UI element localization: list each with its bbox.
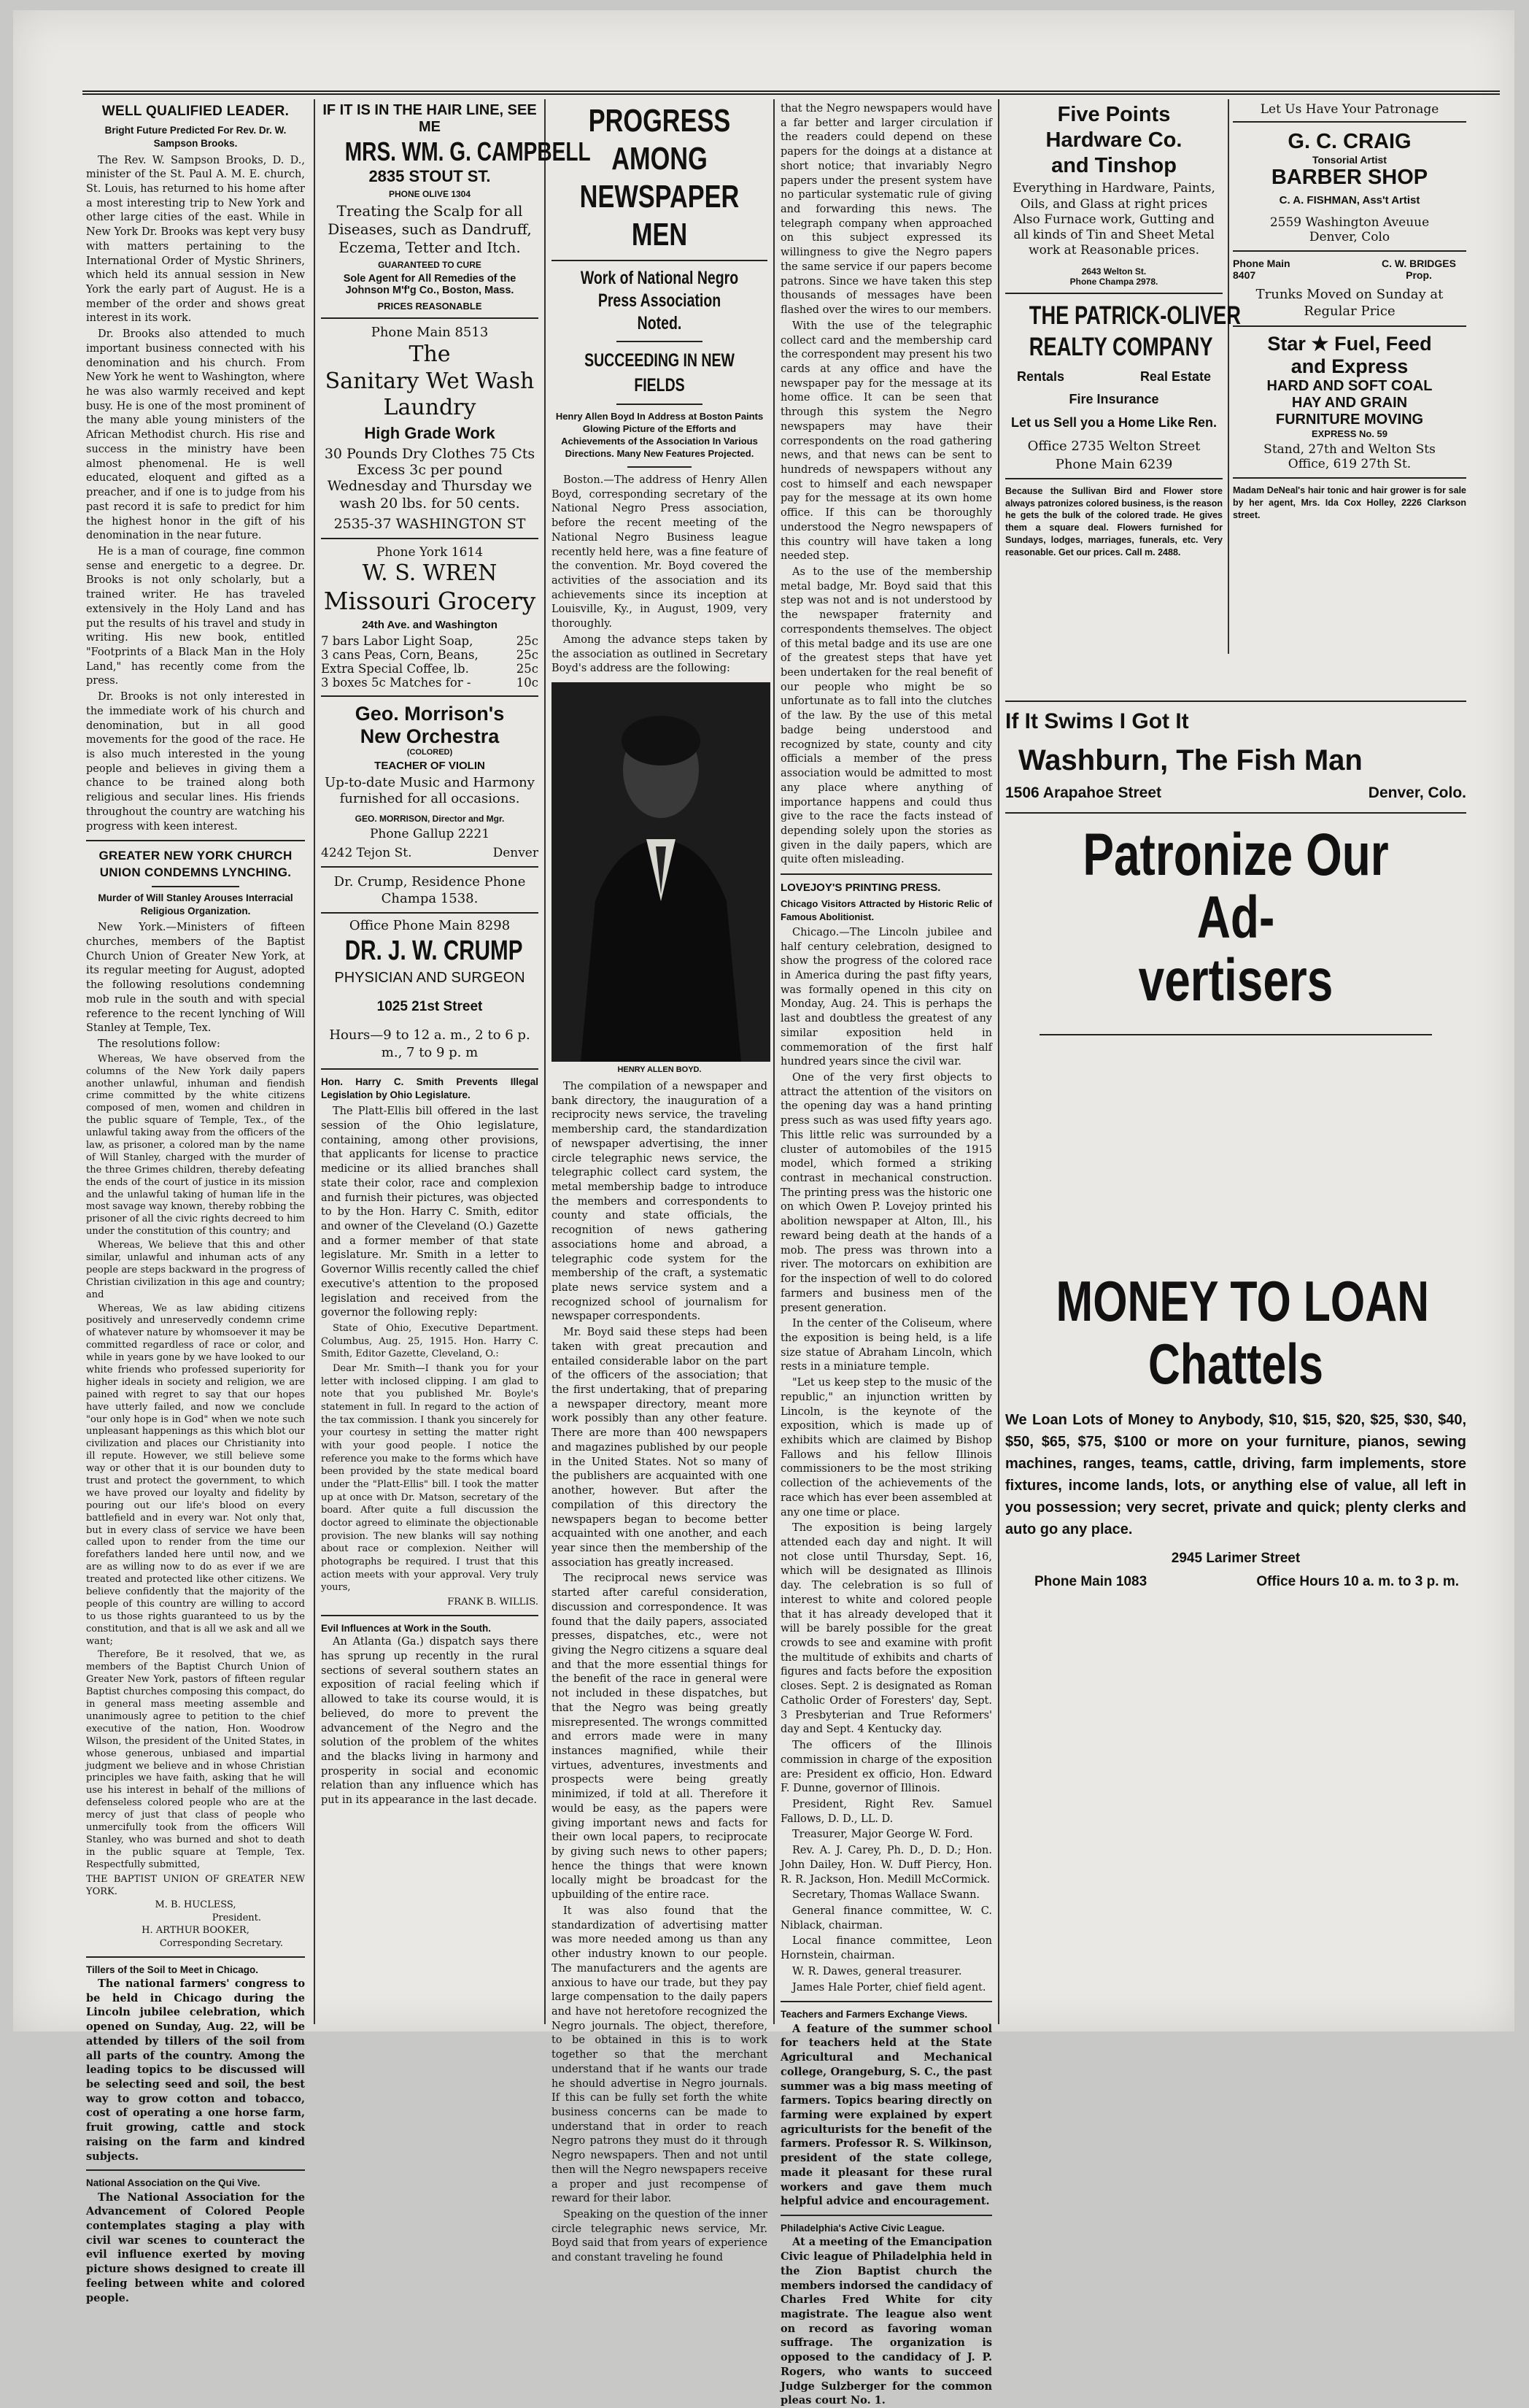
article-paragraph: President, Right Rev. Samuel Fallows, D. D., LL. D. — [781, 1798, 992, 1825]
article-headline: WELL QUALIFIED LEADER. — [101, 104, 290, 119]
ad-phone: PHONE OLIVE 1304 — [388, 189, 471, 200]
divider — [321, 866, 538, 868]
ad-line: GUARANTEED TO CURE — [378, 260, 481, 271]
column-4 — [781, 102, 993, 2407]
ad-address-row — [1005, 784, 1466, 802]
article-paragraph: The National Association for the Advancement of Colored People contemplates staging a play with civil war scenes to counteract the evil influence exerted by moving picture shows designed to create ill feeling between white and colored people. — [86, 2191, 305, 2304]
column-rule — [1228, 99, 1229, 654]
portrait-photo — [551, 682, 770, 1062]
ad-line: PRICES REASONABLE — [377, 301, 482, 312]
headline-deck: SUCCEEDING IN NEW FIELDS — [584, 350, 735, 396]
money-headline: Chattels — [1147, 1332, 1324, 1397]
ad-hardware — [1005, 102, 1223, 287]
article-paragraph: Dr. Brooks is not only interested in the immediate work of his church and denomination, but in all good movements for the good of the race. He is also much interested in the young people and believes in giving them a chance to be trained along both religious and secular lines. His friends throughout the country are watching his progress with keen interest. — [86, 691, 305, 833]
ad-name: DR. J. W. CRUMP — [344, 935, 523, 966]
article-paragraph: Chicago.—The Lincoln jubilee and half century celebration, designed to show the progress of the colored race in America during the past fifty years, was formally opened in this city on Monday, Aug. 24. This is perhaps the last and doubtless the greatest of any similar exposition held in commemoration of the first half hundred years since the civil war. — [781, 926, 992, 1068]
ad-line: FURNITURE MOVING — [1275, 412, 1424, 428]
item-label: 3 cans Peas, Corn, Beans, — [321, 647, 479, 662]
ad-address: 24th Ave. and Washington — [362, 618, 498, 631]
signature-title: Corresponding Secretary. — [159, 1937, 283, 1949]
patronize-headline: vertisers — [1138, 947, 1333, 1014]
ad-price-row — [321, 676, 538, 690]
ad-line: 30 Pounds Dry Clothes 75 Cts — [324, 446, 535, 463]
article-subhead: Bright Future Predicted For Rev. Dr. W. Sampson Brooks. — [104, 124, 287, 150]
divider — [86, 1956, 305, 1958]
ad-line: Rentals — [1017, 369, 1065, 385]
ad-price-row — [321, 634, 538, 648]
article-paragraph: that the Negro newspapers would have a far better and larger circulation if the readers could depend on these papers for the doings at a distance at short notice; that invariably Negro papers under the present system have no particular systematic rule of giving and forwarding this news. The telegraph company when approached on this subject expressed its willingness to give the Negro papers the same service if our papers become patrons. Since we have taken this step thousands of messages have been flashed over the wires to our members. — [781, 103, 992, 317]
ad-name: Five Points — [1057, 103, 1171, 126]
article-headline: Hon. Harry C. Smith Prevents Illegal Legislation by Ohio Legislature. — [321, 1076, 538, 1100]
divider — [86, 2169, 305, 2171]
ad-phone: Phone Main 8513 — [371, 325, 489, 341]
ad-name: BARBER SHOP — [1271, 166, 1428, 189]
ad-address: 1506 Arapahoe Street — [1005, 784, 1161, 801]
ad-body: Trunks Moved on Sunday at Regular Price — [1255, 287, 1444, 319]
ad-address: 2535-37 WASHINGTON ST — [333, 515, 526, 532]
article-paragraph: As to the use of the membership metal badge, Mr. Boyd said that this step was not and is not understood by the newspaper fraternity and correspondents themselves. The object of this metal badge and its use are one of the greatest steps that have yet been undertaken for the real benefit of our people who might be so unfortunate as to fall into the clutches of the law. By the use of this metal badge being understood and recognized by state, county and city officials a member of the press association would be admitted to most any place where anything of importance happens and could thus give to the race the facts instead of depending solely upon the stories as given in the daily papers, which are quite often misleading. — [781, 566, 992, 866]
ad-body: Also Furnace work, Gutting and all kinds of Tin and Sheet Metal work at Reasonable prices. — [1013, 212, 1215, 258]
ad-hours: Office Hours 10 a. m. to 3 p. m. — [1256, 1573, 1459, 1589]
ad-address: 1025 21st Street — [376, 998, 483, 1014]
column-1 — [86, 102, 305, 2304]
divider — [616, 404, 702, 405]
ad-line: Real Estate — [1139, 369, 1211, 385]
column-5 — [1005, 102, 1241, 657]
right-wide-area — [1005, 701, 1466, 1985]
ad-address-row — [321, 846, 538, 860]
article-paragraph: Treasurer, Major George W. Ford. — [792, 1829, 973, 1841]
ad-phone: Office Phone Main 8298 — [349, 917, 511, 933]
ad-body: Everything in Hardware, Paints, Oils, and Glass at right prices — [1013, 181, 1215, 212]
main-headline: PROGRESS AMONG NEWSPAPER MEN — [579, 103, 740, 252]
divider — [1005, 701, 1466, 702]
portrait-figure — [551, 682, 770, 1062]
item-price: 25c — [516, 633, 538, 648]
article-subhead: Murder of Will Stanley Arouses Interracial Religious Organization. — [98, 892, 293, 916]
patronize-headline: Patronize Our Ad- — [1083, 822, 1389, 952]
ad-line: Wednesday and Thursday we wash 20 lbs. for 50 cents. — [327, 478, 533, 512]
ad-line: GEO. MORRISON, Director and Mgr. — [355, 813, 505, 824]
ad-name: Geo. Morrison's — [355, 702, 505, 725]
item-label: Extra Special Coffee, lb. — [321, 661, 469, 676]
divider — [321, 317, 538, 319]
ad-name: Star ★ Fuel, Feed — [1267, 333, 1432, 355]
article-paragraph: The national farmers' congress to be held in Chicago during the Lincoln jubilee celebration, which opened on Sunday, Aug. 22, will be attended by tillers of the soil from all parts of the country. Among the leading topics to be discussed will be selecting seed and soil, the best way to grow cotton and tobacco, cost of operating a one horse farm, fruit growing, cattle and stock raising on the farm and kindred subjects. — [86, 1977, 305, 2163]
ad-line: High Grade Work — [364, 424, 495, 443]
notice-deneal: Madam DeNeal's hair tonic and hair grower is for sale by her agent, Mrs. Ida Cox Holley, 2226 Clarkson street. — [1233, 485, 1466, 520]
article-paragraph: At a meeting of the Emancipation Civic league of Philadelphia held in the Zion Baptist church the members indorsed the candidacy of Charles Fred White for city magistrate. The league also went on record as favoring woman suffrage. The organization is opposed to the candidacy of J. P. Rogers, who wants to succeed Judge Sulzberger for the common pleas court No. 1. — [781, 2236, 993, 2407]
article-headline: Teachers and Farmers Exchange Views. — [781, 2009, 968, 2021]
ad-craig — [1233, 102, 1466, 244]
article-paragraph: Therefore, Be it resolved, that we, as members of the Baptist Church Union of Greater New York, pastors of fifteen regular Baptist churches composing this compact, do in general mass meeting assemble and unanimously agree to petition to the chief executive of the nation, Hon. Woodrow Wilson, the president of the United States, in whose generous, unbiased and impartial judgment we believe and in whose Christian principles we have faith, asking that he will use his interest in behalf of the millions of defenseless colored people who are at the mercy of just that class of people who unmercifully took from the officers Will Stanley, who was burned and shot to death in the public square at Temple, Tex. Respectfully submitted, — [86, 1649, 305, 1870]
divider — [551, 260, 767, 261]
item-price: 10c — [516, 675, 538, 690]
ad-service-row — [1005, 363, 1223, 385]
signature-title: President. — [212, 1912, 261, 1923]
column-6 — [1233, 102, 1466, 657]
divider — [1005, 293, 1223, 294]
ad-address: 2559 Washington Aveuue — [1269, 215, 1430, 230]
article-headline: Tillers of the Soil to Meet in Chicago. — [86, 1964, 259, 1975]
article-paragraph: One of the very first objects to attract the attention of the visitors on the opening day was a hand printing press such as was used fifty years ago. This little relic was surrounded by a cluster of automobiles of the 1915 model, which formed a striking contrast in mechanical construction. The printing press was the historic one on which Owen P. Lovejoy printed his abolition newspaper at Alton, Ill., his reward being death at the hands of a mob. The press was thrown into a river. The motorcars on exhibition are for the inspection of well to do colored farmers and business men of the present generation. — [781, 1072, 992, 1314]
ad-phone: Phone York 1614 — [376, 544, 484, 560]
article-smith — [321, 1076, 538, 1808]
article-paragraph: The Platt-Ellis bill offered in the last session of the Ohio legislature, containing, among other provisions, that applicants for license to practice medicine or its allied branches shall state their color, race and complexion and furnish their pictures, was objected to by the Hon. Harry C. Smith, editor and owner of the Cleveland (O.) Gazette and a former member of that state legislature. Mr. Smith in a letter to Governor Willis recently called the chief executive's attention to the proposed legislation and received from the governor the following reply: — [321, 1105, 538, 1319]
article-headline: Philadelphia's Active Civic League. — [781, 2223, 945, 2234]
article-paragraph: With the use of the telegraphic collect card and the membership card the correspondent may present his two cards at any office and have the newspaper pay for the message at its home office. It can be seen that through this system the Negro newspapers may have their correspondents on the road gathering news, and that news can be sent to hundreds of newspapers without any cost to himself and each newspaper pay for the message at its own home office. If this can be thoroughly understood the Negro newspapers of this country will have taken a long needed step. — [781, 320, 992, 563]
ad-line: Tonsorial Artist — [1312, 154, 1387, 166]
money-headline: MONEY TO LOAN — [1056, 1269, 1430, 1334]
ad-star-fuel — [1233, 333, 1466, 471]
article-paragraph: James Hale Porter, chief field agent. — [792, 1981, 986, 1994]
ad-name: G. C. CRAIG — [1288, 130, 1412, 153]
article-paragraph: The officers of the Illinois commission in charge of the exposition are: President ex officio, Hon. Edward F. Dunne, governor of Illinois. — [781, 1740, 992, 1795]
ad-name: Missouri Grocery — [323, 587, 536, 616]
divider — [321, 538, 538, 539]
ad-body: Up-to-date Music and Harmony furnished for all occasions. — [325, 774, 535, 807]
divider — [1233, 477, 1466, 479]
article-paragraph: Speaking on the question of the inner circle telegraphic news service, Mr. Boyd said that from years of experience and constant traveling he found — [551, 2209, 767, 2264]
divider — [616, 341, 702, 342]
ad-line: TEACHER OF VIOLIN — [374, 759, 485, 772]
article-paragraph: Rev. A. J. Carey, Ph. D., D. D.; Hon. John Dailey, Hon. W. Duff Piercy, Hon. R. R. Jackson, Hon. Medill McCormick. — [781, 1845, 992, 1886]
ad-price-row — [321, 662, 538, 676]
ad-address: 2643 Welton St. — [1081, 266, 1147, 277]
ad-line: Let us Sell you a Home Like Ren. — [1010, 415, 1218, 431]
article-paragraph: Boston.—The address of Henry Allen Boyd, corresponding secretary of the National Negro Press association, before the recent meeting of the National Negro Business league recently held here, was a fine feature of the convention. Mr. Boyd covered the activities of the association and its achievements since its inception at Louisville, Ky., in August, 1909, very thoroughly. — [551, 474, 767, 630]
divider — [86, 840, 305, 841]
ad-address: Office 2735 Welton Street — [1027, 438, 1201, 454]
ad-name: Laundry — [383, 395, 476, 421]
ad-bridges — [1233, 258, 1466, 320]
ad-name: The — [409, 341, 451, 368]
ad-line: Excess 3c per pound — [357, 462, 503, 479]
column-3 — [551, 102, 767, 2264]
newspaper-page — [13, 10, 1514, 2407]
ad-line: HAY AND GRAIN — [1291, 395, 1408, 411]
notice-sullivan: Because the Sullivan Bird and Flower store always patronizes colored business, is the reason he gets the bulk of the colored trade. He gives them a square deal. Flowers furnished for Sundays, lodges, marriages, funerals, etc. Very reasonable. Get our prices. Call m. 2488. — [1005, 485, 1223, 558]
ad-address: 2835 STOUT ST. — [368, 167, 491, 186]
article-paragraph: The resolutions follow: — [98, 1038, 220, 1051]
ad-contact-row — [1005, 1574, 1466, 1590]
ad-line: (COLORED) — [406, 747, 453, 757]
ad-name: W. S. WREN — [362, 560, 498, 586]
signature-name: H. ARTHUR BOOKER, — [142, 1925, 249, 1937]
ad-city: Denver, Colo. — [1368, 784, 1466, 801]
article-paragraph: A feature of the summer school for teachers held at the State Agricultural and Mechanical college, Orangeburg, S. C., the past summer was a big mass meeting of farmers. Topics bearing directly on farming were explained by expert agriculturists for the benefit of the farmers. Professor R. S. Wilkinson, president of the state college, made it pleasant for these rural workers and gave them much helpful advice and encouragement. — [781, 2022, 992, 2208]
divider — [1005, 812, 1466, 814]
ad-name: THE PATRICK-OLIVER — [1029, 301, 1241, 330]
article-headline: Evil Influences at Work in the South. — [321, 1622, 492, 1634]
ad-wren — [321, 545, 538, 690]
article-paragraph: Whereas, We believe that this and other similar, unlawful and inhuman acts of any people are steps backward in the progress of Christian civilization in this age and country; and — [86, 1240, 305, 1300]
ad-morrison — [321, 703, 538, 860]
divider — [152, 886, 239, 887]
ad-address: 2945 Larimer Street — [1171, 1550, 1301, 1566]
article-paragraph: It was also found that the standardization of advertising matter was more needed among us than any other industry known to our people. The manufacturers and the agents are anxious to have our trade, but they pay large compensation to the daily papers and have not heretofore recognized the Negro journals. The object, therefore, to be obtained in this is to work together so that the merchant understand that if he wants our trade he should advertise in Negro journals. If this can be fully set forth the white business concerns can be made to understand that in order to reach Negro patrons they must do it through Negro newspapers. Then and not until then will the Negro newspapers receive a proper and just recompense of reward for their labor. — [551, 1905, 767, 2205]
ad-name: Hardware Co. — [1045, 128, 1182, 152]
ad-phone: Phone Main 1083 — [1034, 1573, 1147, 1589]
article-paragraph: The exposition is being largely attended each day and night. It will not close until Thursday, Sept. 16, which will be designated as Illinois day. The celebration is so full of interest to white and colored people that it has already developed that it will be barely possible for the great crowds to see and examine with profit the multitude of exhibits and charts of figures and facts before the exposition closes. Sept. 2 is designated as Roman Catholic Order of Foresters' day, Sept. 3 Presbyterian and True Reformers' day and Sept. 4 Kentucky day. — [781, 1522, 992, 1736]
article-paragraph: Mr. Boyd said these steps had been taken with great precaution and entailed considerable labor on the part of the officers of the association; that the first undertaking, that of preparing a newspaper directory, meant more work possibly than any other feature. There are more than 400 newspapers and magazines published by our people in the United States. Not so many of the publishers are acquainted with one another, however. But after the compilation of this directory the newspapers began to become better acquainted with one another, and each year since then the membership of the association has greatly increased. — [551, 1327, 767, 1569]
ad-phone: Dr. Crump, Residence Phone Champa 1538. — [333, 873, 526, 907]
ad-city: Denver — [492, 845, 538, 860]
ad-name: and Tinshop — [1051, 153, 1177, 177]
blank-space — [1005, 1035, 1466, 1254]
ad-line: Let Us Have Your Patronage — [1260, 102, 1439, 117]
article-paragraph: General finance committee, W. C. Niblack, chairman. — [781, 1905, 992, 1932]
ad-campbell — [321, 102, 591, 312]
ad-line: Fire Insurance — [1069, 392, 1159, 407]
divider — [1233, 121, 1466, 123]
column-rule — [314, 99, 315, 2024]
article-paragraph: Whereas, We as law abiding citizens positively and unreservedly condemn crime of whatever nature by whomsoever it may be committed regardless of race or color, and while in years gone by we have looked to our white friends who professed superiority for higher ideals in society and religion, we are pained with regret to say that our hopes have utterly failed, and now we conclude "our only hope is in God" when we note such unpleasant happenings as this which blot our civilization and places our Christianity into ill repute. However, we still believe some way or other that it is our bounden duty to trust and protect the government, to which we have proved our loyalty and fidelity by pouring out our life's blood on every battlefield and in every war. Not only that, but in every class of service we have been called upon to render from the time our forefathers landed here until now, and we are as willing now to do as ever if we are treated and protected like other citizens. We believe confidently that the majority of the people of this country are willing to accord to us those rights guaranteed to us by the constitution, and that is all we ask and all we want; — [86, 1303, 305, 1647]
ad-name: MRS. WM. G. CAMPBELL — [344, 136, 591, 166]
signature-name: FRANK B. WILLIS. — [447, 1597, 538, 1608]
article-headline: LOVEJOY'S PRINTING PRESS. — [781, 881, 941, 895]
article-paragraph: Dear Mr. Smith—I thank you for your letter with inclosed clipping. I am glad to note that you published Mr. Boyle's statement in full. In regard to the action of the tax commission. I thank you sincerely for your courtesy in setting the matter right with your good people. I notice the reference you make to the forms which have been provided by the state medical board under the "Platt-Ellis" bill. I took the matter up at once with Dr. Matson, secretary of the board. After quite a full discussion the doctor agreed to eliminate the objectionable provision. The new blanks will say nothing about race or complexion. Neither will photographs be required. I trust that this action meets with your approval. Very truly yours, — [321, 1363, 538, 1594]
article-paragraph: Secretary, Thomas Wallace Swann. — [792, 1889, 980, 1902]
ad-name: Washburn, The Fish Man — [1018, 744, 1363, 776]
headline-deck: Work of National Negro Press Association Noted. — [580, 267, 739, 334]
ad-phone: Phone Champa 2978. — [1069, 276, 1158, 287]
ad-address: 4242 Tejon St. — [321, 845, 412, 860]
divider — [1005, 478, 1223, 479]
ad-laundry — [321, 325, 538, 532]
ad-body: Treating the Scalp for all Diseases, such as Dandruff, Eczema, Tetter and Itch. — [328, 202, 532, 257]
column-rule — [998, 99, 999, 2024]
divider — [321, 1615, 538, 1616]
divider — [1233, 250, 1466, 252]
ad-patrick-oliver — [1005, 300, 1241, 472]
ad-name: and Express — [1290, 355, 1409, 377]
article-paragraph: The compilation of a newspaper and bank directory, the inauguration of a reciprocity news service, the traveling membership card, the standardization of newspaper advertising, the inner circle telegraphic news service, the telegraphic collect card system, the metal membership badge to introduce the members and correspondents to county and state officials, the recognition of news gathering associations home and abroad, a telegraphic code system for the membership of the craft, a systematic plate news service system and a recognized school of journalism for newspaper correspondents. — [551, 1080, 767, 1323]
column-2 — [321, 102, 591, 2029]
ad-address: Office, 619 27th St. — [1288, 457, 1412, 471]
signature-org: THE BAPTIST UNION OF GREATER NEW YORK. — [86, 1873, 305, 1898]
article-paragraph: W. R. Dawes, general treasurer. — [792, 1965, 962, 1977]
item-label: 3 boxes 5c Matches for - — [321, 675, 471, 690]
article-paragraph: The reciprocal news service was started after careful consideration, discussion and correspondence. It was found that the daily papers, associated presses, dispatches, etc., were not giving the Negro citizens a square deal and that the more essential things for the benefit of the race in general were not included in these dispatches, but that the Negro was being greatly misrepresented. The wrongs committed and errors made were in many instances magnified, while their virtues, adventures, investments and prospects were being greatly minimized, if told at all. Therefore it would be easy, as the papers were giving important news and facts for their own local papers, to reciprocate by giving such news to other papers; hence the things that were known locally might be broadcast for the upbuilding of the entire race. — [551, 1572, 767, 1902]
divider — [1233, 325, 1466, 327]
headline-deck: Henry Allen Boyd In Address at Boston Paints Glowing Picture of the Efforts and Achievements of the Association In Various Directions. Many New Features Projected. — [555, 411, 764, 460]
ad-name: New Orchestra — [360, 725, 500, 747]
ad-line: IF IT IS IN THE HAIR LINE, SEE ME — [322, 102, 537, 135]
article-paragraph: Dr. Brooks also attended to much important business connected with his denomination and his church. From New York he went to Washington, where he was also warmly received and kept busy. He is one of the most prominent of the many able young ministers of the African Methodist church. His rise and success in the ministry have been almost phenomenal. He is well educated, eloquent and gifted as a preacher, and if one is to judge from his past record it is safe to predict for him the highest honor in the gift of his denomination in the near future. — [86, 328, 305, 542]
divider — [321, 695, 538, 697]
ad-phone: Phone Main 8407 — [1233, 258, 1290, 281]
item-price: 25c — [516, 647, 538, 662]
divider — [781, 2001, 992, 2002]
article-headline: GREATER NEW YORK CHURCH UNION CONDEMNS LYNCHING. — [98, 849, 293, 880]
ad-phone: Phone Gallup 2221 — [369, 826, 490, 841]
ad-line: HARD AND SOFT COAL — [1266, 378, 1433, 394]
article-paragraph: The Rev. W. Sampson Brooks, D. D., minister of the St. Paul A. M. E. church, St. Louis, has returned to his home after a most interesting trip to New York and other large cities of the east. While in New York Dr. Brooks was kept very busy with matters pertaining to the International Order of Mystic Shriners, which held its annual session in New York the early part of August. He is a member of the order and shows great interest in its work. — [86, 154, 305, 325]
article-paragraph: Whereas, We have observed from the columns of the New York daily papers another unlawful, inhuman and fiendish crime committed by the white citizens composed of men, women and children in the public square of Temple, Tex., of the unlawful taking away from the officers of the law, as prisoner, a colored man by the name of Will Stanley, charged with the murder of the three Grimes children, thereby defeating the ends of the court of justice in its mission and the unlawful taking of human life in the most savage way known, thereby robbing the prisoner of all the civic rights decreed to him under the constitution of this country; and — [86, 1053, 305, 1238]
ad-phone: Phone Main 6239 — [1055, 456, 1173, 472]
divider — [321, 912, 538, 914]
column-rule — [773, 99, 775, 2024]
ad-crump — [321, 873, 538, 1062]
ad-line: Hours—9 to 12 a. m., 2 to 6 p. m., 7 to 9 p. m — [329, 1027, 530, 1061]
divider — [781, 873, 992, 875]
article-paragraph: Among the advance steps taken by the association as outlined in Secretary Boyd's address are the following: — [551, 633, 767, 675]
article-headline: National Association on the Qui Vive. — [86, 2177, 260, 2189]
divider — [627, 466, 692, 468]
item-label: 7 bars Labor Light Soap, — [321, 633, 473, 648]
article-paragraph: New York.—Ministers of fifteen churches, members of the Baptist Church Union of Greater New York, at its regular meeting for August, adopted the following resolutions condemning mob rule in the south and with special reference to the recent lynching of Will Stanley at Temple, Tex. — [86, 922, 305, 1035]
ad-line: If It Swims I Got It — [1005, 709, 1189, 733]
article-paragraph: "Let us keep step to the music of the republic," an injunction written by Lincoln, is the keynote of the exposition, which is made up of exhibits which are claimed by Bishop Fallows and his fellow Illinois commissioners to be the most striking collection of the achievements of the race which has ever been assembled at any one time or place. — [781, 1377, 992, 1518]
ad-city: Denver, Colo — [1309, 230, 1390, 244]
ad-name: REALTY COMPANY — [1029, 333, 1213, 362]
ad-address: Stand, 27th and Welton Sts — [1263, 442, 1436, 457]
signature-name: M. B. HUCLESS, — [155, 1899, 236, 1910]
photo-caption: HENRY ALLEN BOYD. — [617, 1065, 702, 1074]
ad-name: C. W. BRIDGES Prop. — [1382, 258, 1456, 281]
column-rule — [544, 99, 546, 2024]
item-price: 25c — [516, 661, 538, 676]
ad-price-row — [321, 648, 538, 662]
divider — [321, 1068, 538, 1070]
ad-header-row — [1233, 258, 1466, 281]
money-body: We Loan Lots of Money to Anybody, $10, $15, $20, $25, $30, $40, $50, $65, $75, $100 or more on your furniture, pianos, sewing machines, ranges, teams, cattle, driving, farm implements, store fixtures, income lands, lots, or anything else of value, all left in you possession; very secret, private and quick; plenty clerks and auto go any place. — [1005, 1411, 1466, 1537]
article-paragraph: An Atlanta (Ga.) dispatch says there has sprung up recently in the rural sections of several southern states an exposition of racial feeling which if allowed to take its course would, it is believed, do more to prevent the advancement of the Negro and the solution of the problem of the whites and the blacks living in harmony and prosperity in social and economic relation than any influence which has put in its appearance in the last decade. — [321, 1636, 538, 1807]
article-paragraph: State of Ohio, Executive Department. Columbus, Aug. 25, 1915. Hon. Harry C. Smith, Editor Gazette, Cleveland, O.: — [321, 1323, 538, 1360]
ad-line: C. A. FISHMAN, Ass't Artist — [1279, 194, 1420, 207]
article-paragraph: In the center of the Coliseum, where the exposition is being held, is a life size statue of Abraham Lincoln, which rests in a miniature temple. — [781, 1318, 992, 1373]
top-border-rule — [82, 90, 1500, 95]
ad-name: Sanitary Wet Wash — [325, 368, 535, 395]
ad-line: EXPRESS No. 59 — [1311, 428, 1388, 439]
article-subhead: Chicago Visitors Attracted by Historic Relic of Famous Abolitionist. — [781, 898, 992, 923]
divider — [781, 2215, 992, 2216]
article-paragraph: He is a man of courage, fine common sense and energetic to a degree. Dr. Brooks is not only scholarly, but a trained writer. He has traveled extensively in the Holy Land and has put the results of his travel and study in writing. His new book, entitled "Footprints of a Black Man in the Holy Land," has recently come from the press. — [86, 545, 305, 687]
ad-line: PHYSICIAN AND SURGEON — [334, 969, 525, 986]
article-paragraph: Local finance committee, Leon Hornstein, chairman. — [781, 1935, 992, 1962]
ad-line: Sole Agent for All Remedies of the Johnson M'f'g Co., Boston, Mass. — [343, 273, 516, 297]
